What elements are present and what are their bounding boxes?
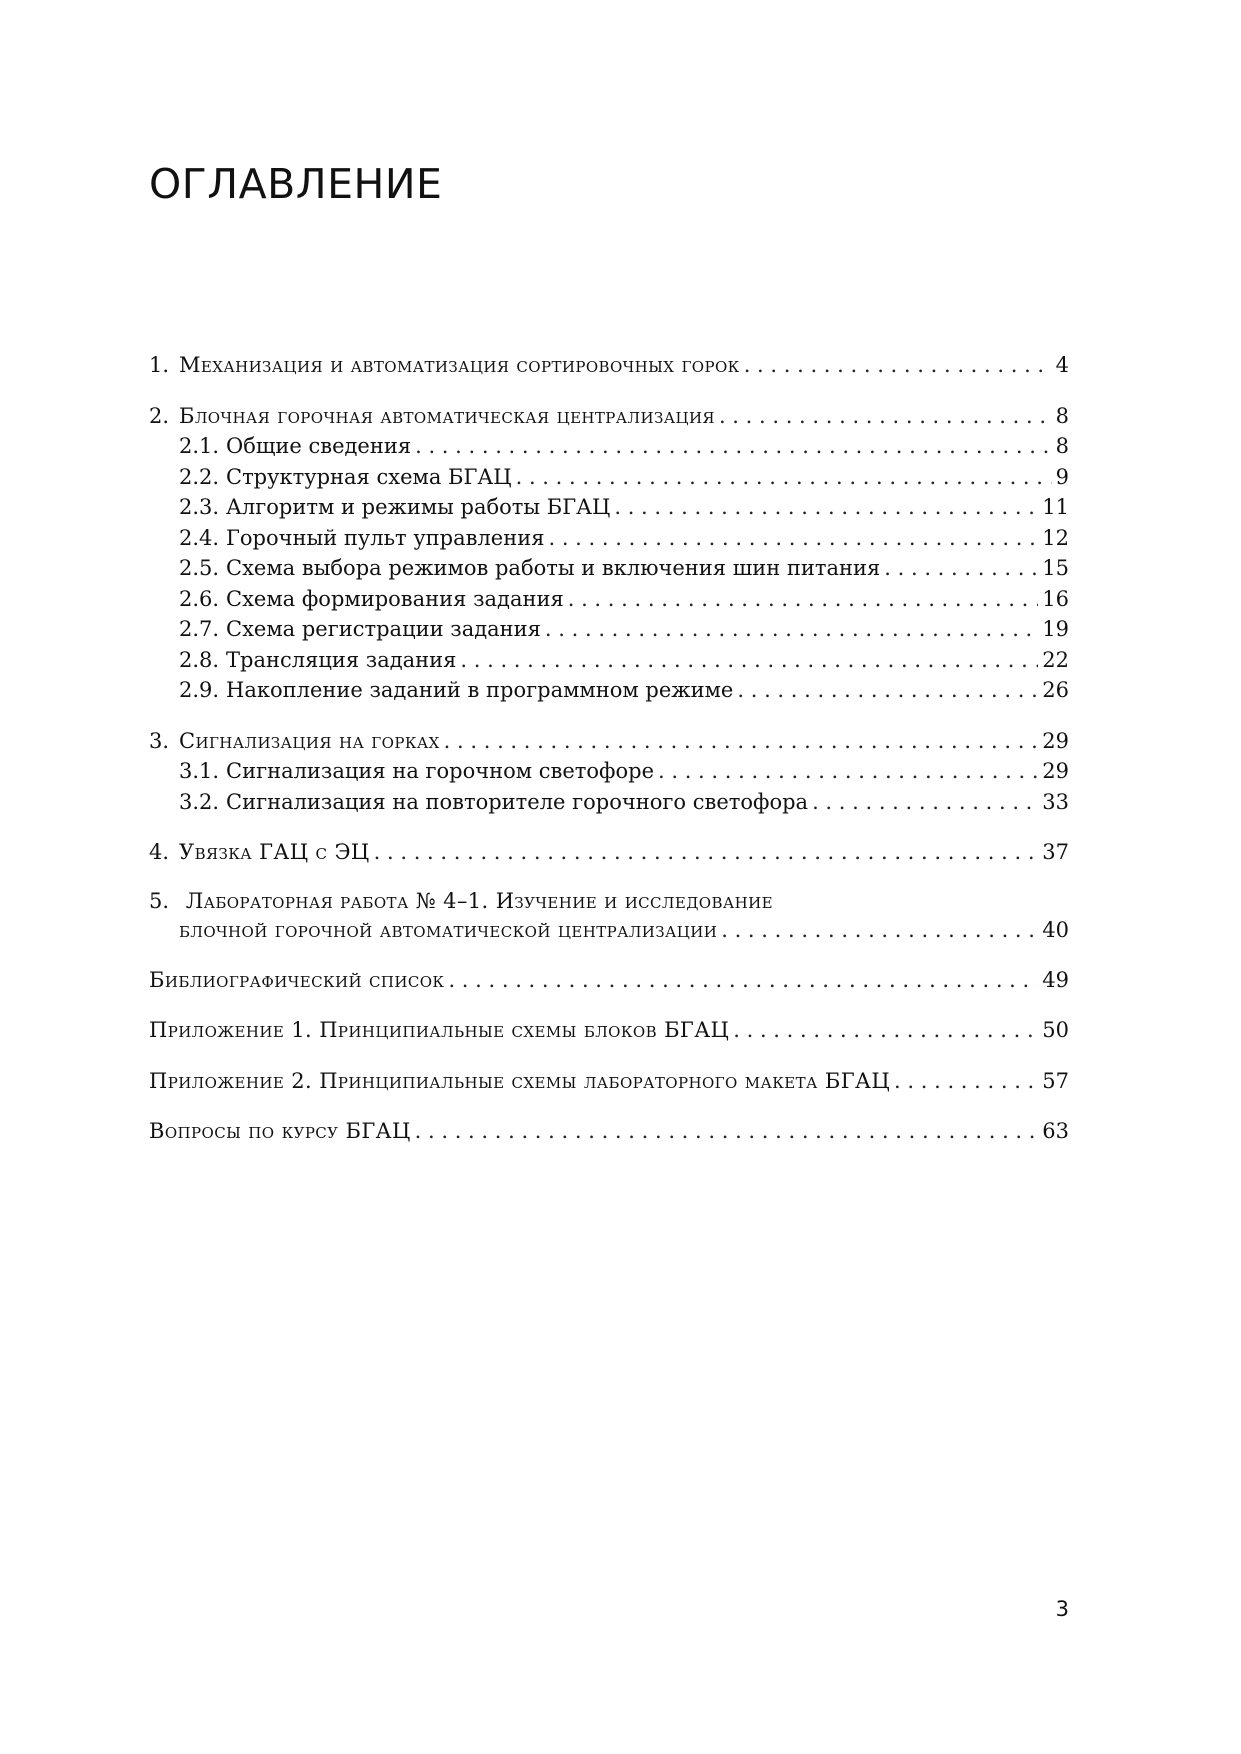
toc-entry-2-2[interactable] — [149, 462, 1069, 493]
leader-dots — [516, 462, 1052, 493]
toc-entry-3-1[interactable] — [149, 756, 1069, 787]
toc-entry-2-8[interactable] — [149, 645, 1069, 676]
toc-entry-title: Схема формирования задания — [226, 586, 564, 611]
toc-entry-number: 2.8. — [179, 647, 220, 672]
toc-entry-2[interactable] — [149, 401, 1069, 432]
toc-entry-number: 2.3. — [179, 495, 220, 519]
leader-dots — [460, 645, 1038, 676]
toc-entry-title: Схема выбора режимов работы и включения шин питания — [226, 556, 881, 580]
table-of-contents — [149, 350, 1069, 1147]
toc-entry-2-7[interactable] — [149, 614, 1069, 645]
toc-entry-page: 37 — [1042, 840, 1069, 864]
toc-entry-title: Блочная горочная автоматическая централизация — [179, 403, 715, 428]
leader-dots — [737, 675, 1038, 706]
toc-entry-title: Приложение 2. Принципиальные схемы лабораторного макета БГАЦ — [149, 1068, 891, 1093]
leader-dots — [545, 614, 1038, 645]
leader-dots — [415, 1116, 1039, 1147]
toc-entry-appendix-2[interactable] — [149, 1066, 1069, 1097]
toc-entry-page: 22 — [1042, 647, 1069, 672]
leader-dots — [568, 584, 1039, 615]
toc-entry-page: 40 — [1042, 917, 1069, 942]
toc-entry-title: Приложение 1. Принципиальные схемы блоков БГАЦ — [149, 1018, 730, 1042]
toc-entry-title: Сигнализация на горочном светофоре — [226, 759, 654, 783]
leader-dots — [448, 965, 1038, 996]
toc-entry-title-line1: Лабораторная работа № 4–1. Изучение и исследование — [185, 888, 773, 913]
leader-dots — [884, 553, 1038, 584]
toc-entry-title: Библиографический список — [149, 967, 445, 992]
toc-entry-4[interactable] — [149, 837, 1069, 868]
leader-dots — [658, 756, 1038, 787]
toc-entry-number: 2.6. — [179, 586, 220, 611]
page-title: ОГЛАВЛЕНИЕ — [149, 160, 443, 208]
page-number: 3 — [1055, 1597, 1069, 1621]
toc-entry-appendix-1[interactable] — [149, 1015, 1069, 1046]
toc-entry-number: 2.4. — [179, 525, 220, 550]
toc-entry-number: 4. — [149, 840, 170, 864]
toc-entry-page: 4 — [1055, 353, 1069, 377]
toc-entry-number: 2.5. — [179, 556, 220, 580]
toc-entry-title: Схема регистрации задания — [226, 617, 541, 641]
toc-entry-number: 2.7. — [179, 617, 220, 641]
leader-dots — [744, 350, 1052, 381]
toc-entry-title: Общие сведения — [226, 434, 412, 458]
toc-entry-number: 3.2. — [179, 789, 220, 814]
toc-entry-2-4[interactable] — [149, 523, 1069, 554]
toc-entry-page: 29 — [1042, 759, 1069, 783]
toc-entry-title: Алгоритм и режимы работы БГАЦ — [226, 495, 611, 519]
toc-entry-page: 49 — [1042, 967, 1069, 992]
toc-entry-number: 2.2. — [179, 464, 220, 489]
leader-dots — [812, 787, 1038, 818]
toc-entry-2-1[interactable] — [149, 431, 1069, 462]
toc-entry-page: 50 — [1042, 1018, 1069, 1042]
toc-entry-page: 9 — [1055, 464, 1069, 489]
toc-entry-number: 3.1. — [179, 759, 220, 783]
toc-entry-page: 33 — [1042, 789, 1069, 814]
toc-entry-title: Накопление заданий в программном режиме — [226, 678, 734, 702]
toc-entry-title: Структурная схема БГАЦ — [226, 464, 512, 489]
toc-entry-title: Увязка ГАЦ с ЭЦ — [179, 840, 370, 864]
leader-dots — [415, 431, 1052, 462]
toc-entry-3[interactable] — [149, 726, 1069, 757]
toc-entry-title: Сигнализация на горках — [179, 728, 440, 753]
toc-entry-title: Вопросы по курсу БГАЦ — [149, 1119, 411, 1143]
toc-entry-page: 16 — [1042, 586, 1069, 611]
toc-entry-2-5[interactable] — [149, 553, 1069, 584]
leader-dots — [444, 726, 1039, 757]
toc-entry-1[interactable] — [149, 350, 1069, 381]
toc-entry-title: Сигнализация на повторителе горочного светофора — [226, 789, 809, 814]
toc-entry-5[interactable] — [149, 888, 1069, 945]
toc-entry-page: 63 — [1042, 1119, 1069, 1143]
toc-entry-title-line2: блочной горочной автоматической централизации — [179, 917, 718, 942]
toc-entry-page: 8 — [1055, 434, 1069, 458]
toc-entry-page: 12 — [1042, 525, 1069, 550]
toc-entry-number: 2. — [149, 403, 170, 428]
toc-entry-page: 57 — [1042, 1068, 1069, 1093]
leader-dots — [614, 492, 1038, 523]
toc-entry-2-3[interactable] — [149, 492, 1069, 523]
toc-entry-number: 1. — [149, 353, 170, 377]
toc-entry-title: Механизация и автоматизация сортировочных горок — [179, 353, 740, 377]
toc-entry-number: 3. — [149, 728, 170, 753]
toc-entry-2-6[interactable] — [149, 584, 1069, 615]
leader-dots — [548, 523, 1038, 554]
toc-entry-3-2[interactable] — [149, 787, 1069, 818]
toc-entry-page: 15 — [1042, 556, 1069, 580]
leader-dots — [721, 915, 1038, 945]
toc-entry-page: 11 — [1042, 495, 1069, 519]
toc-entry-title: Горочный пульт управления — [226, 525, 545, 550]
toc-entry-2-9[interactable] — [149, 675, 1069, 706]
leader-dots — [733, 1015, 1038, 1046]
toc-entry-page: 29 — [1042, 728, 1069, 753]
toc-entry-page: 19 — [1042, 617, 1069, 641]
toc-entry-title: Трансляция задания — [226, 647, 457, 672]
toc-entry-number: 2.9. — [179, 678, 220, 702]
toc-entry-page: 8 — [1055, 403, 1069, 428]
leader-dots — [374, 837, 1039, 868]
toc-entry-number: 2.1. — [179, 434, 220, 458]
toc-entry-page: 26 — [1042, 678, 1069, 702]
toc-entry-questions[interactable] — [149, 1116, 1069, 1147]
leader-dots — [719, 401, 1052, 432]
leader-dots — [894, 1066, 1038, 1097]
toc-entry-number: 5. — [149, 888, 170, 913]
toc-entry-bibliography[interactable] — [149, 965, 1069, 996]
